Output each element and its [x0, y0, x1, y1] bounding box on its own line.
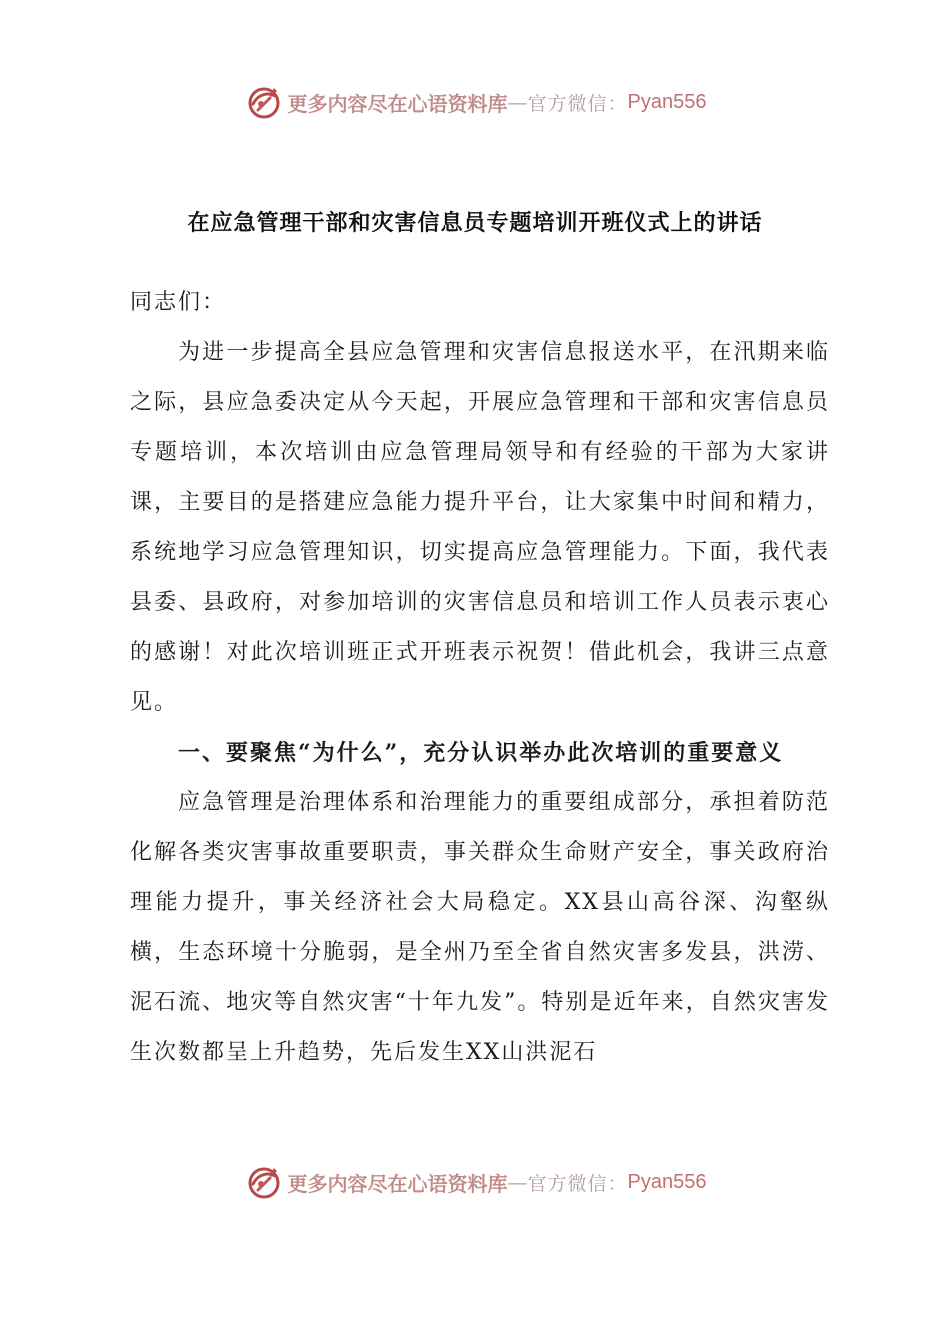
watermark-banner-top [0, 80, 950, 124]
watermark-label: 官方微信： [527, 1172, 628, 1195]
watermark-dash: — [507, 1170, 528, 1194]
watermark-text: 更多内容尽在心语资料库 [287, 91, 508, 116]
watermark-wechat-id: Pyan556 [627, 90, 707, 113]
document-body [130, 278, 830, 1078]
salutation: 同志们： [130, 290, 227, 315]
section-heading-1: 一、要聚焦“为什么”，充分认识举办此次培训的重要意义 [178, 740, 784, 766]
watermark-dash: — [507, 90, 528, 114]
watermark-label: 官方微信： [527, 92, 628, 115]
watermark-wechat-id: Pyan556 [627, 1170, 707, 1193]
watermark-banner-bottom [0, 1160, 950, 1204]
watermark-text: 更多内容尽在心语资料库 [287, 1171, 508, 1196]
paragraph-section-1: 应急管理是治理体系和治理能力的重要组成部分，承担着防范化解各类灾害事故重要职责，事关群众生命财产安全，事关政府治理能力提升，事关经济社会大局稳定。XX县山高谷深、沟壑纵横，生态环境十分脆弱，是全州乃至全省自然灾害多发县，洪涝、泥石流、地灾等自然灾害“十年九发”。特别是近年来，自然灾害发生次数都呈上升趋势，先后发生XX山洪泥石 [130, 790, 830, 1065]
brand-logo-icon [244, 82, 284, 122]
paragraph-intro: 为进一步提高全县应急管理和灾害信息报送水平，在汛期来临之际，县应急委决定从今天起，开展应急管理和干部和灾害信息员专题培训，本次培训由应急管理局领导和有经验的干部为大家讲课，主要目的是搭建应急能力提升平台，让大家集中时间和精力，系统地学习应急管理知识，切实提高应急管理能力。下面，我代表县委、县政府，对参加培训的灾害信息员和培训工作人员表示衷心的感谢！对此次培训班正式开班表示祝贺！借此机会，我讲三点意见。 [130, 340, 830, 715]
brand-logo-icon [244, 1162, 284, 1202]
document-title: 在应急管理干部和灾害信息员专题培训开班仪式上的讲话 [187, 210, 763, 236]
